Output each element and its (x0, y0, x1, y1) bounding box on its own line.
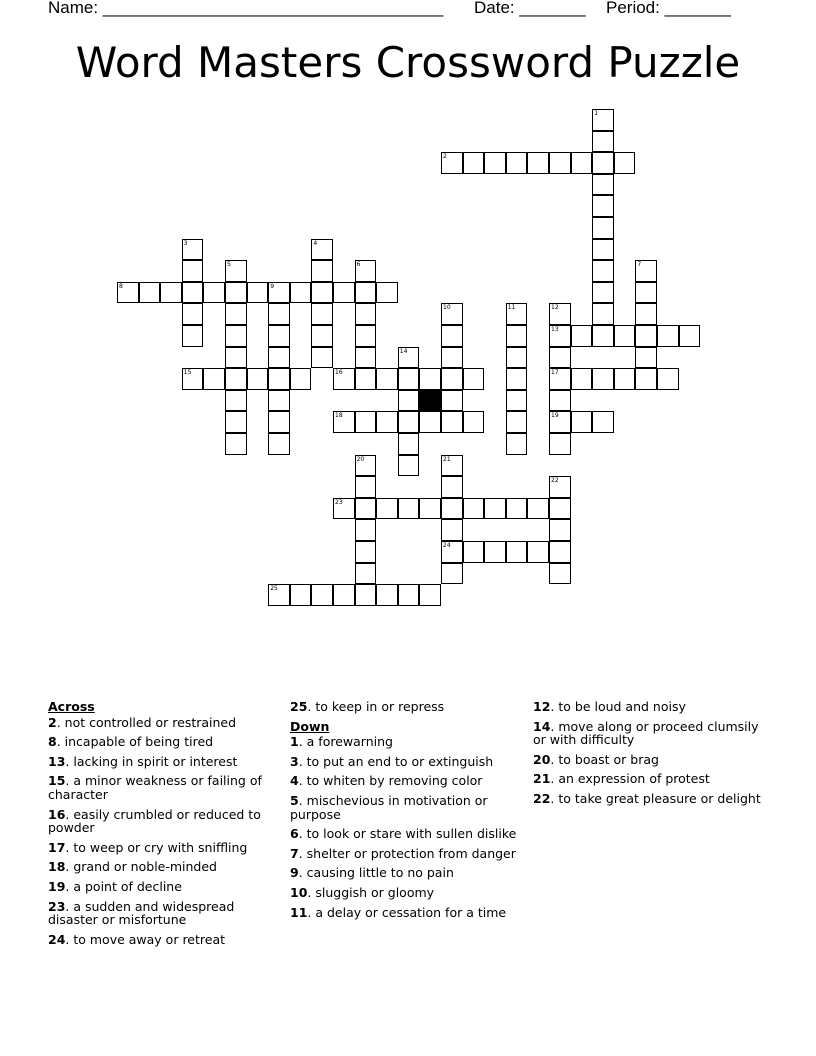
clue-number: 22 (551, 477, 559, 485)
across-clue: 15. a minor weakness or failing of character (48, 773, 262, 802)
clue-text: shelter or protection from danger (306, 845, 516, 861)
grid-cell[interactable] (614, 152, 636, 174)
clues-column-2 (290, 700, 522, 925)
down-heading: Down (290, 718, 330, 734)
clue-number: 21 (443, 455, 451, 463)
across-clue: 19. a point of decline (48, 878, 182, 894)
clue-number: 24 (48, 931, 66, 947)
grid-cell[interactable] (506, 152, 528, 174)
grid-cell[interactable] (484, 498, 506, 520)
clue-number: 7 (637, 261, 642, 269)
grid-cell[interactable] (463, 541, 485, 563)
grid-cell[interactable] (268, 282, 290, 304)
grid-cell[interactable] (527, 152, 549, 174)
grid-cell[interactable] (290, 282, 312, 304)
clue-number: 12 (551, 304, 559, 312)
grid-cell[interactable] (355, 303, 377, 325)
clue-number: 19 (48, 878, 66, 894)
grid-cell[interactable] (355, 519, 377, 541)
grid-cell[interactable] (160, 282, 182, 304)
clue-text: a delay or cessation for a time (315, 904, 507, 920)
down-clue: 6. to look or stare with sullen dislike (290, 826, 517, 842)
grid-cell[interactable] (268, 390, 290, 412)
grid-cell[interactable] (398, 433, 420, 455)
grid-cell[interactable] (376, 282, 398, 304)
grid-cell[interactable] (441, 390, 463, 412)
down-clue: 10. sluggish or gloomy (290, 884, 435, 900)
grid-cell[interactable] (614, 368, 636, 390)
grid-cell[interactable] (182, 368, 204, 390)
across-heading: Across (48, 699, 95, 714)
clue-text: to whiten by removing color (306, 773, 483, 789)
grid-cell[interactable] (333, 411, 355, 433)
page-title: Word Masters Crossword Puzzle (75, 38, 741, 87)
clue-number: 19 (551, 412, 559, 420)
grid-cell[interactable] (203, 282, 225, 304)
clue-text: not controlled or restrained (64, 714, 237, 730)
across-clue: 8. incapable of being tired (48, 734, 214, 750)
clue-text: to be loud and noisy (558, 699, 686, 714)
clue-number: 25 (270, 585, 278, 593)
down-clue: 11. a delay or cessation for a time (290, 904, 507, 920)
clue-text: an expression of protest (558, 771, 710, 787)
grid-cell[interactable] (419, 411, 441, 433)
grid-cell[interactable] (376, 584, 398, 606)
grid-cell[interactable] (333, 584, 355, 606)
clue-number: 18 (48, 859, 66, 875)
grid-cell[interactable] (592, 195, 614, 217)
grid-cell[interactable] (592, 131, 614, 153)
clue-text: to move away or retreat (73, 931, 226, 947)
grid-cell[interactable] (333, 498, 355, 520)
clue-number: 8 (48, 734, 57, 750)
clue-number: 3 (183, 239, 188, 247)
across-clue: 23. a sudden and widespread disaster or misfortune (48, 898, 235, 928)
clue-text: a forewarning (306, 734, 393, 750)
grid-cell[interactable] (225, 411, 247, 433)
clue-number: 6 (290, 826, 299, 842)
grid-cell[interactable] (635, 260, 657, 282)
clue-number: 24 (443, 542, 451, 549)
grid-cell[interactable] (311, 303, 333, 325)
grid-cell[interactable] (549, 519, 571, 541)
grid-cell[interactable] (592, 411, 614, 433)
grid-cell[interactable] (290, 584, 312, 606)
grid-cell[interactable] (355, 476, 377, 498)
grid-cell[interactable] (333, 368, 355, 390)
grid-cell[interactable] (441, 325, 463, 347)
grid-cell[interactable] (441, 347, 463, 369)
across-clue: 24. to move away or retreat (48, 931, 226, 947)
grid-cell[interactable] (355, 541, 377, 563)
down-clue: 5. mischevious in motivation or purpose (290, 792, 488, 822)
grid-cell[interactable] (376, 498, 398, 520)
clue-number: 25 (290, 699, 308, 714)
grid-cell[interactable] (311, 584, 333, 606)
grid-cell[interactable] (549, 563, 571, 585)
grid-cell[interactable] (355, 325, 377, 347)
clue-text: to look or stare with sullen dislike (306, 826, 517, 842)
grid-cell[interactable] (592, 152, 614, 174)
grid-cell[interactable] (549, 303, 571, 325)
grid-cell[interactable] (398, 411, 420, 433)
clue-text: causing little to no pain (306, 865, 454, 881)
clue-text: to boast or brag (558, 751, 659, 767)
grid-cell[interactable] (225, 260, 247, 282)
grid-cell[interactable] (592, 109, 614, 131)
grid-cell[interactable] (419, 584, 441, 606)
clue-number: 4 (290, 773, 299, 789)
grid-cell[interactable] (592, 239, 614, 261)
grid-cell[interactable] (657, 325, 679, 347)
grid-cell[interactable] (441, 541, 463, 563)
grid-cell[interactable] (549, 476, 571, 498)
across-clue: 2. not controlled or restrained (48, 714, 237, 730)
clue-number: 22 (533, 790, 551, 806)
grid-cell[interactable] (441, 152, 463, 174)
grid-cell[interactable] (484, 541, 506, 563)
grid-cell[interactable] (463, 411, 485, 433)
grid-cell[interactable] (398, 498, 420, 520)
grid-cell[interactable] (247, 368, 269, 390)
grid-cell[interactable] (441, 411, 463, 433)
grid-cell[interactable] (268, 325, 290, 347)
grid-cell[interactable] (571, 411, 593, 433)
grid-cell[interactable] (635, 368, 657, 390)
clue-number: 5 (290, 792, 299, 808)
grid-cell[interactable] (463, 152, 485, 174)
grid-cell[interactable] (592, 174, 614, 196)
clue-number: 5 (227, 261, 231, 269)
grid-cell[interactable] (506, 498, 528, 520)
grid-cell[interactable] (182, 325, 204, 347)
clue-text: lacking in spirit or interest (73, 753, 238, 769)
clue-number: 3 (290, 753, 299, 769)
grid-cell[interactable] (549, 541, 571, 563)
grid-cell[interactable] (592, 282, 614, 304)
grid-cell[interactable] (225, 325, 247, 347)
grid-cell[interactable] (549, 411, 571, 433)
grid-cell[interactable] (139, 282, 161, 304)
grid-cell[interactable] (268, 368, 290, 390)
grid-cell[interactable] (376, 411, 398, 433)
clue-number: 11 (290, 904, 308, 920)
grid-cell[interactable] (463, 498, 485, 520)
clue-number: 9 (270, 282, 275, 290)
grid-cell[interactable] (506, 541, 528, 563)
down-clue: 7. shelter or protection from danger (290, 845, 516, 861)
clue-number: 4 (313, 239, 318, 247)
grid-cell[interactable] (527, 541, 549, 563)
clue-number: 17 (48, 839, 66, 855)
grid-cell[interactable] (571, 368, 593, 390)
grid-cell[interactable] (506, 347, 528, 369)
down-clue: 9. causing little to no pain (290, 865, 454, 881)
grid-cell[interactable] (506, 433, 528, 455)
grid-cell[interactable] (441, 368, 463, 390)
clue-number: 8 (119, 282, 123, 290)
clue-number: 23 (335, 498, 343, 506)
clue-number: 14 (399, 347, 408, 355)
clue-number: 13 (551, 326, 559, 333)
black-cell (419, 390, 441, 412)
grid-cell[interactable] (182, 303, 204, 325)
grid-cell[interactable] (182, 282, 204, 304)
grid-cell[interactable] (549, 325, 571, 347)
grid-cell[interactable] (225, 303, 247, 325)
down-clue: 20. to boast or brag (533, 751, 659, 767)
clue-number: 2 (48, 714, 57, 730)
clue-number: 1 (290, 734, 299, 750)
across-clue: 25. to keep in or repress (290, 699, 445, 714)
grid-cell[interactable] (506, 390, 528, 412)
grid-cell[interactable] (419, 368, 441, 390)
grid-cell[interactable] (441, 563, 463, 585)
grid-cell[interactable] (441, 303, 463, 325)
clue-text: to keep in or repress (315, 699, 445, 714)
grid-cell[interactable] (441, 519, 463, 541)
grid-cell[interactable] (355, 411, 377, 433)
grid-cell[interactable] (355, 563, 377, 585)
clue-text: a sudden and widespread disaster or misfortune (48, 898, 235, 928)
clue-text: to take great pleasure or delight (558, 790, 761, 806)
grid-cell[interactable] (635, 303, 657, 325)
clue-number: 1 (594, 110, 599, 117)
grid-cell[interactable] (117, 282, 139, 304)
grid-cell[interactable] (355, 455, 377, 477)
clue-number: 17 (551, 369, 559, 377)
clue-number: 6 (356, 261, 361, 269)
clue-number: 16 (48, 806, 66, 822)
clue-text: incapable of being tired (64, 734, 214, 750)
grid-cell[interactable] (203, 368, 225, 390)
grid-cell[interactable] (333, 282, 355, 304)
clue-text: mischevious in motivation or purpose (290, 792, 488, 822)
grid-cell[interactable] (182, 239, 204, 261)
grid-cell[interactable] (311, 260, 333, 282)
clue-text: grand or noble-minded (73, 859, 217, 875)
grid-cell[interactable] (506, 411, 528, 433)
grid-cell[interactable] (592, 217, 614, 239)
grid-cell[interactable] (311, 347, 333, 369)
grid-cell[interactable] (355, 498, 377, 520)
down-clue: 21. an expression of protest (533, 771, 710, 787)
grid-cell[interactable] (268, 347, 290, 369)
grid-cell[interactable] (311, 282, 333, 304)
clues-column-3 (533, 700, 773, 812)
clue-text: a minor weakness or failing of character (48, 773, 262, 802)
period-field: Period: _______ (606, 0, 731, 17)
grid-cell[interactable] (355, 584, 377, 606)
grid-cell[interactable] (268, 584, 290, 606)
grid-cell[interactable] (355, 260, 377, 282)
grid-cell[interactable] (484, 152, 506, 174)
grid-cell[interactable] (549, 433, 571, 455)
grid-cell[interactable] (376, 368, 398, 390)
grid-cell[interactable] (268, 433, 290, 455)
grid-cell[interactable] (225, 282, 247, 304)
grid-cell[interactable] (549, 390, 571, 412)
clue-number: 23 (48, 898, 66, 914)
grid-cell[interactable] (225, 347, 247, 369)
clue-text: easily crumbled or reduced to powder (48, 806, 261, 836)
clue-number: 15 (183, 369, 192, 377)
grid-cell[interactable] (592, 325, 614, 347)
grid-cell[interactable] (571, 325, 593, 347)
grid-cell[interactable] (225, 368, 247, 390)
down-clue: 1. a forewarning (290, 734, 393, 750)
clue-number: 18 (335, 412, 343, 420)
date-field: Date: _______ (474, 0, 586, 17)
grid-cell[interactable] (398, 390, 420, 412)
grid-cell[interactable] (549, 347, 571, 369)
clue-number: 14 (533, 718, 551, 734)
grid-cell[interactable] (290, 368, 312, 390)
grid-cell[interactable] (679, 325, 701, 347)
grid-cell[interactable] (657, 368, 679, 390)
across-clue: 13. lacking in spirit or interest (48, 753, 238, 769)
clue-number: 20 (356, 455, 365, 463)
clue-number: 7 (290, 845, 299, 861)
clue-number: 11 (507, 304, 516, 312)
grid-cell[interactable] (355, 368, 377, 390)
down-clue: 4. to whiten by removing color (290, 773, 483, 789)
grid-cell[interactable] (398, 368, 420, 390)
grid-cell[interactable] (506, 368, 528, 390)
grid-cell[interactable] (571, 152, 593, 174)
across-clue: 18. grand or noble-minded (48, 859, 217, 875)
grid-cell[interactable] (398, 347, 420, 369)
clues-column-1 (48, 700, 278, 952)
grid-cell[interactable] (441, 455, 463, 477)
grid-cell[interactable] (463, 368, 485, 390)
grid-cell[interactable] (635, 325, 657, 347)
grid-cell[interactable] (549, 152, 571, 174)
grid-cell[interactable] (311, 239, 333, 261)
clue-number: 13 (48, 753, 66, 769)
clue-number: 20 (533, 751, 551, 767)
grid-cell[interactable] (398, 584, 420, 606)
clue-text: sluggish or gloomy (315, 884, 435, 900)
clue-number: 10 (290, 884, 308, 900)
grid-cell[interactable] (549, 368, 571, 390)
grid-cell[interactable] (182, 260, 204, 282)
clue-number: 10 (443, 304, 451, 312)
name-field: Name: ____________________________________ (48, 0, 444, 17)
grid-cell[interactable] (225, 433, 247, 455)
across-clue: 16. easily crumbled or reduced to powder (48, 806, 261, 836)
down-clue: 3. to put an end to or extinguish (290, 753, 494, 769)
down-clue: 12. to be loud and noisy (533, 699, 686, 714)
grid-cell[interactable] (355, 282, 377, 304)
down-clue: 14. move along or proceed clumsily or with difficulty (533, 718, 759, 748)
grid-cell[interactable] (549, 498, 571, 520)
grid-cell[interactable] (268, 303, 290, 325)
grid-cell[interactable] (398, 455, 420, 477)
clue-number: 16 (335, 369, 343, 377)
grid-cell[interactable] (635, 282, 657, 304)
grid-cell[interactable] (635, 347, 657, 369)
down-clue: 22. to take great pleasure or delight (533, 790, 761, 806)
clue-number: 12 (533, 699, 551, 714)
grid-cell[interactable] (506, 303, 528, 325)
clue-number: 2 (443, 153, 447, 161)
grid-cell[interactable] (311, 325, 333, 347)
grid-cell[interactable] (247, 282, 269, 304)
grid-cell[interactable] (592, 368, 614, 390)
across-clue: 17. to weep or cry with sniffling (48, 839, 248, 855)
grid-cell[interactable] (527, 498, 549, 520)
clue-text: move along or proceed clumsily or with difficulty (533, 718, 759, 748)
grid-cell[interactable] (268, 411, 290, 433)
grid-cell[interactable] (592, 303, 614, 325)
grid-cell[interactable] (441, 476, 463, 498)
grid-cell[interactable] (441, 498, 463, 520)
grid-cell[interactable] (225, 390, 247, 412)
grid-cell[interactable] (506, 325, 528, 347)
grid-cell[interactable] (614, 325, 636, 347)
clue-text: a point of decline (73, 878, 182, 894)
clue-text: to put an end to or extinguish (306, 753, 494, 769)
grid-cell[interactable] (592, 260, 614, 282)
clue-number: 9 (290, 865, 299, 881)
clue-number: 15 (48, 773, 66, 789)
grid-cell[interactable] (355, 347, 377, 369)
grid-cell[interactable] (419, 498, 441, 520)
clue-number: 21 (533, 771, 551, 787)
clue-text: to weep or cry with sniffling (73, 839, 248, 855)
